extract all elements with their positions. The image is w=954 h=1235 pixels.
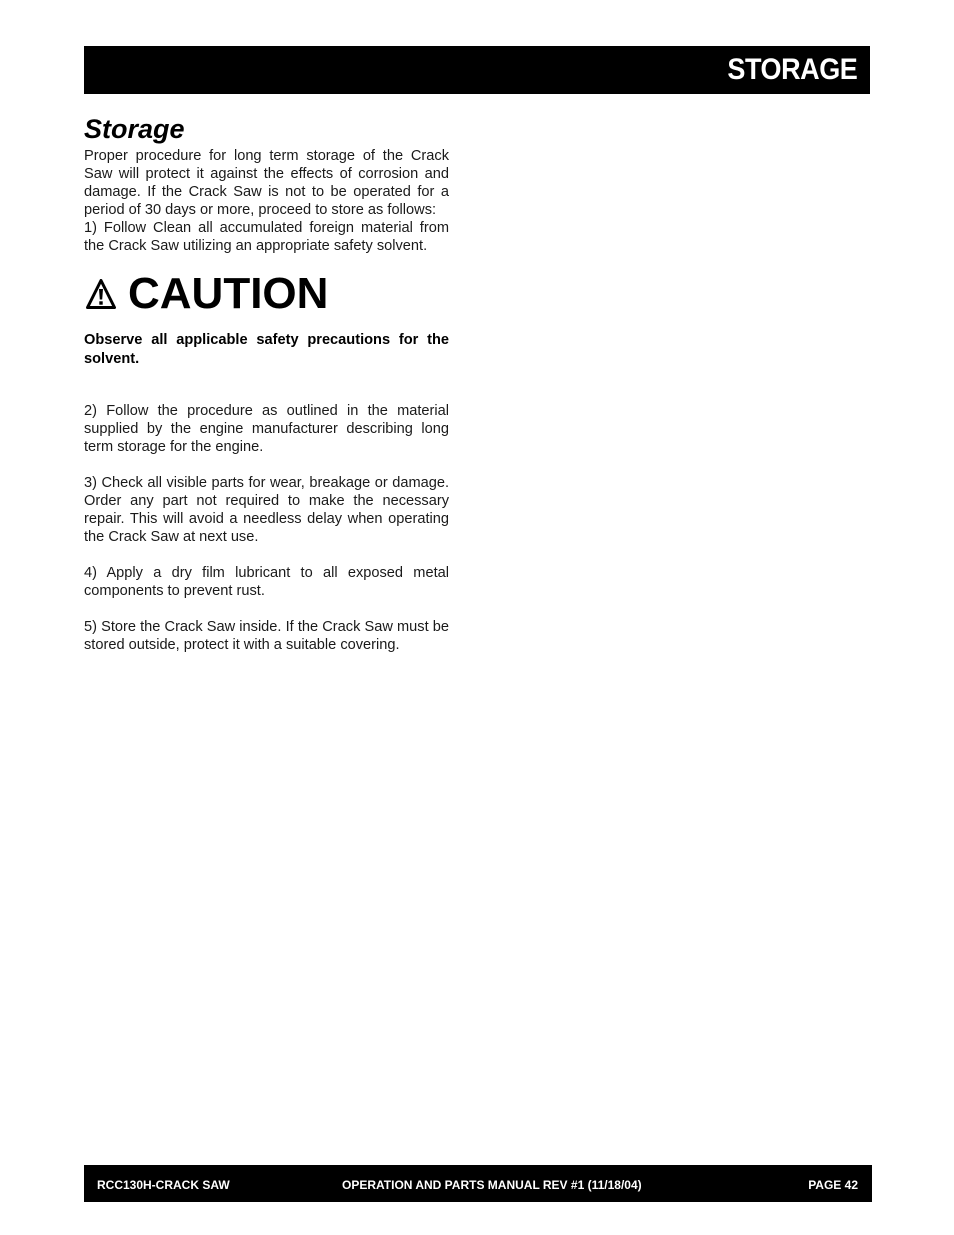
footer-manual-title: OPERATION AND PARTS MANUAL REV #1 (11/18/04): [342, 1178, 642, 1192]
caution-word: CAUTION: [128, 269, 329, 318]
page-title: STORAGE: [727, 53, 857, 86]
step-2: 2) Follow the procedure as outlined in the material supplied by the engine manufacturer describing long term storage for the engine.: [84, 402, 449, 455]
caution-text: Observe all applicable safety precautions for the solvent.: [84, 332, 449, 367]
caution-heading: [84, 271, 449, 317]
step-5: 5) Store the Crack Saw inside. If the Crack Saw must be stored outside, protect it with a suitable covering.: [84, 618, 449, 653]
footer-page-number: PAGE 42: [808, 1178, 858, 1192]
main-content: [84, 111, 449, 654]
warning-triangle-icon: [86, 279, 116, 309]
intro-paragraph: Proper procedure for long term storage of the Crack Saw will protect it against the effects of corrosion and damage. If the Crack Saw is not to be operated for a period of 30 days or more, proceed to store as follows:: [84, 148, 449, 218]
footer-model: RCC130H-CRACK SAW: [97, 1178, 230, 1192]
step-1: 1) Follow Clean all accumulated foreign material from the Crack Saw utilizing an appropriate safety solvent.: [84, 220, 449, 254]
footer-bar: [84, 1165, 872, 1202]
section-heading: Storage: [84, 114, 185, 144]
step-3: 3) Check all visible parts for wear, breakage or damage. Order any part not required to make the necessary repair. This will avoid a needless delay when operating the Crack Saw at next use.: [84, 474, 449, 545]
header-bar: [84, 46, 870, 94]
step-4: 4) Apply a dry film lubricant to all exposed metal components to prevent rust.: [84, 564, 449, 599]
